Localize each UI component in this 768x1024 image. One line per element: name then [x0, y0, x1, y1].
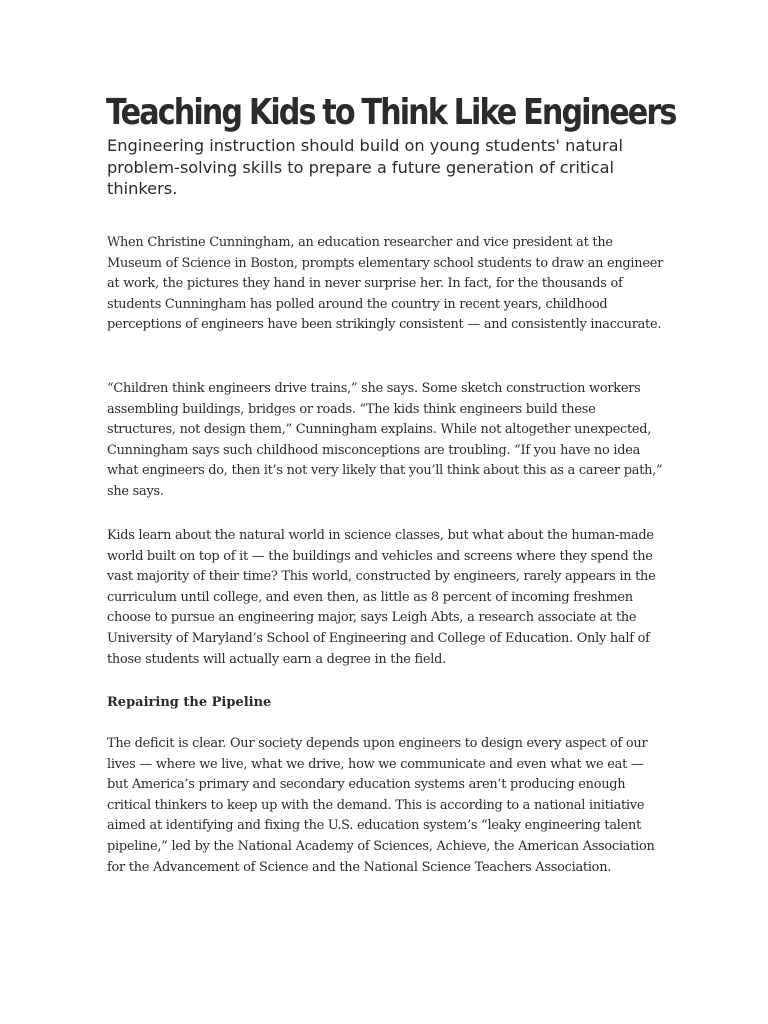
section-paragraph-1: The deficit is clear. Our society depends upon engineers to design every aspect of our lives — where we live, what we drive, how we communicate and even what we eat — but America’s primary and secondary education systems aren’t producing enough critical thinkers to keep up with the demand. This is according to a national initiative aimed at identifying and fixing the U.S. education system’s “leaky engineering talent pipeline,” led by the National Academy of Sciences, Achieve, the American Association for the Advancement of Science and the National Science Teachers Association.: [107, 736, 655, 875]
article-paragraph-3: Kids learn about the natural world in science classes, but what about the human-made world built on top of it — the buildings and vehicles and screens where they spend the vast majority of their time? This world, constructed by engineers, rarely appears in the curriculum until college, and even then, as little as 8 percent of incoming freshmen choose to pursue an engineering major, says Leigh Abts, a research associate at the University of Maryland’s School of Engineering and College of Education. Only half of those students will actually earn a degree in the field.: [107, 528, 656, 667]
article-title: Teaching Kids to Think Like Engineers: [106, 92, 676, 133]
section-heading: Repairing the Pipeline: [107, 695, 272, 710]
article-paragraph-1: When Christine Cunningham, an education researcher and vice president at the Museum of Science in Boston, prompts elementary school students to draw an engineer at work, the pictures they hand in never surprise her. In fact, for the thousands of students Cunningham has polled around the country in recent years, childhood perceptions of engineers have been strikingly consistent — and consistently inaccurate.: [107, 235, 664, 333]
article-subtitle: Engineering instruction should build on young students' natural problem-solving skills to prepare a future generation of critical thinkers.: [107, 136, 624, 198]
article-paragraph-2: “Children think engineers drive trains,” she says. Some sketch construction workers assembling buildings, bridges or roads. “The kids think engineers build these structures, not design them,” Cunningham explains. While not altogether unexpected, Cunningham says such childhood misconceptions are troubling. “If you have no idea what engineers do, then it’s not very likely that you’ll think about this as a career path,” she says.: [107, 381, 663, 499]
